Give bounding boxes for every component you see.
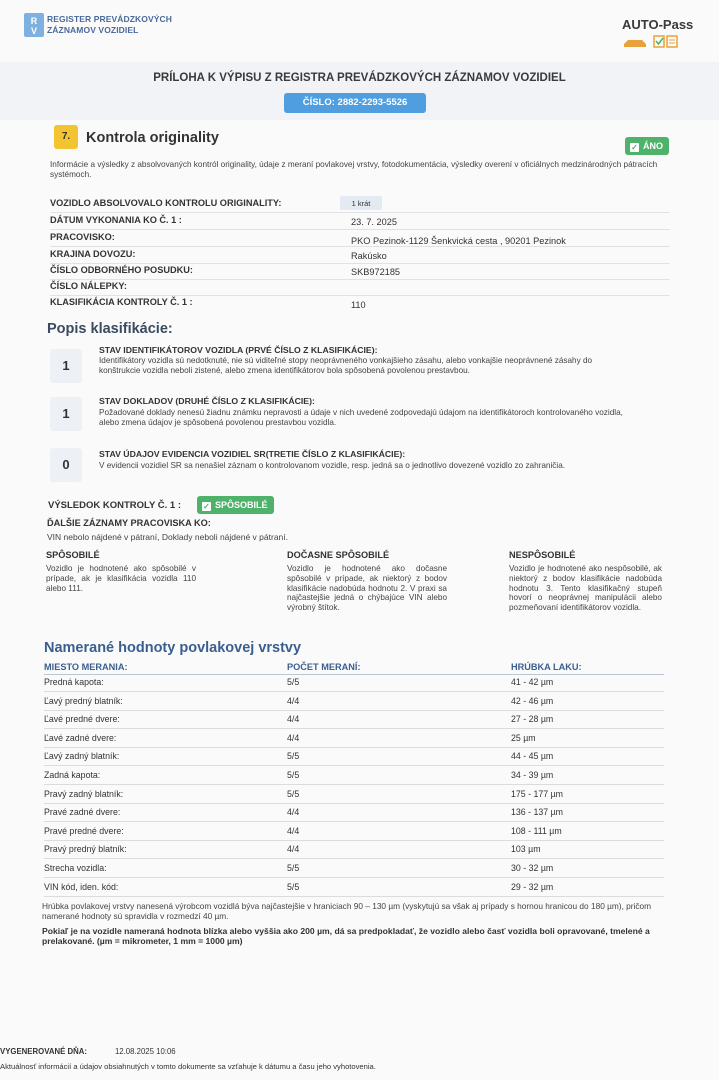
divider [44,710,664,711]
divider [50,295,670,296]
legend-title: DOČASNE SPÔSOBILÉ [287,550,390,560]
detail-label: PRACOVISKO: [50,232,115,242]
divider [44,896,664,897]
car-icon [624,40,646,47]
detail-label: ČÍSLO NÁLEPKY: [50,281,127,291]
other-records-text: VIN nebolo nájdené v pátraní, Doklady neboli nájdené v pátraní. [47,532,288,542]
autopass-icons [622,34,682,50]
detail-value: Rakúsko [351,251,387,261]
classification-digit: 1 [50,397,82,431]
measure-place: Strecha vozidla: [44,863,107,873]
classification-text: V evidencii vozidiel SR sa nenašiel záznam o kontrolovanom vozidle, resp. jedná sa o jednotlivo dovezené vozidlo zo zahraničia. [99,461,566,470]
legend-title: NESPÔSOBILÉ [509,550,576,560]
check-icon: ✓ [203,502,210,511]
measure-thickness: 29 - 32 µm [511,881,554,892]
divider [44,747,664,748]
autopass-logo: AUTO-Pass [622,17,694,32]
document-title: PRÍLOHA K VÝPISU Z REGISTRA PREVÁDZKOVÝCH ZÁZNAMOV VOZIDIEL [153,72,566,84]
detail-label: DÁTUM VYKONANIA KO Č. 1 : [50,215,182,225]
other-records-title: ĎALŠIE ZÁZNAMY PRACOVISKA KO: [47,518,211,528]
measure-thickness: 25 µm [511,732,536,743]
divider [44,784,664,785]
coating-note: Hrúbka povlakovej vrstvy nanesená výrobcom vozidlá býva najčastejšie v hraniciach 90 – 130 µm (vyskytujú sa však aj prípady s hornou hranicou do 180 µm), pričom namerané hodnoty sú spravidla v rozmedzí 40 µm. [42,901,652,921]
measure-thickness: 27 - 28 µm [511,714,554,725]
measure-place: Pravé zadné dvere: [44,807,121,818]
divider [50,246,670,247]
actuality-note: Aktuálnosť informácií a údajov obsiahnutých v tomto dokumente sa vzťahuje k dátumu a času jeho vyhotovenia. [0,1062,376,1071]
divider [50,212,670,213]
measure-thickness: 136 - 137 µm [511,807,564,818]
detail-value: SKB972185 [351,267,401,277]
status-badge-label: ÁNO [643,141,663,151]
measure-count: 4/4 [287,807,300,818]
measure-count: 4/4 [287,714,300,725]
register-logo-text [47,14,172,36]
measure-count: 4/4 [287,825,300,836]
generated-value: 12.08.2025 10:06 [114,1047,176,1056]
coating-heading: Namerané hodnoty povlakovej vrstvy [44,640,302,656]
register-logo-icon [24,13,44,37]
check-icon: ✓ [631,143,638,152]
measure-place: Pravý zadný blatník: [44,788,124,799]
divider [50,263,670,264]
col-header-thickness: HRÚBKA LAKU: [511,662,582,672]
col-header-count: POČET MERANÍ: [287,662,361,672]
classification-text: Identifikátory vozidla sú nedotknuté, nie sú viditeľné stopy neoprávneného vonkajšieho zásahu, alebo vonkajšie neoprávnené zásahy do konštrukcie vozidla neboli zistené, alebo zmena identifikátorov bola spôsobená povolenou prestavbou. [99,356,593,375]
measure-place: Ľavé predné dvere: [44,714,120,725]
measure-count: 4/4 [287,844,300,855]
classification-digit: 0 [50,448,82,482]
detail-value: PKO Pezinok-1129 Šenkvická cesta , 90201 Pezinok [351,236,566,246]
status-badge [625,137,669,155]
divider [44,877,664,878]
detail-label: ČÍSLO ODBORNÉHO POSUDKU: [50,265,193,275]
section-number: 7. [54,125,78,149]
measure-thickness: 34 - 39 µm [511,770,554,780]
classification-heading: Popis klasifikácie: [47,321,173,337]
result-label: VÝSLEDOK KONTROLY Č. 1 : [48,500,182,511]
measure-place: Pravý predný blatník: [44,844,127,855]
detail-value: 110 [351,300,366,310]
legend-title: SPÔSOBILÉ [46,550,100,560]
measure-place: Ľavé zadné dvere: [44,732,117,743]
measure-thickness: 175 - 177 µm [511,788,564,799]
legend-text: Vozidlo je hodnotené ako nespôsobilé, ak niektorý z bodov klasifikácie nadobúda hodnotu 3. Tento klasifikačný stupeň hovorí o neoprávnej manipulácii alebo pozmeňovaní identifikátorov vozidla. [509,564,662,613]
legend-text: Vozidlo je hodnotené ako dočasne spôsobilé v prípade, ak niektorý z bodov klasifikácie nadobúda hodnotu 2. V praxi sa najčastejšie jedná o chýbajúce VIN alebo výrobný štítok. [287,564,447,613]
measure-count: 5/5 [287,881,300,892]
measure-place: Predná kapota: [44,677,104,687]
detail-value: 1 krát [351,199,371,208]
classification-text: Požadované doklady nenesú žiadnu známku nepravosti a údaje v nich uvedené zodpovedajú údajom na identifikátoroch kontrolovaného vozidla, alebo zmena údajov je spôsobená povolenou prestavbou vozidla. [99,408,623,427]
detail-label: VOZIDLO ABSOLVOVALO KONTROLU ORIGINALITY: [50,198,282,208]
brand-line-2: ZÁZNAMOV VOZIDIEL [47,25,139,35]
measure-count: 5/5 [287,863,300,873]
classification-digit: 1 [50,349,82,383]
measure-place: VIN kód, iden. kód: [44,881,119,892]
measure-thickness: 103 µm [511,844,541,855]
brand-line-1: REGISTER PREVÁDZKOVÝCH [47,14,172,24]
classification-title: STAV DOKLADOV (DRUHÉ ČÍSLO Z KLASIFIKÁCIE): [99,396,315,406]
measure-thickness: 44 - 45 µm [511,751,554,762]
classification-title: STAV ÚDAJOV EVIDENCIA VOZIDIEL SR(TRETIE ČÍSLO Z KLASIFIKÁCIE): [99,449,406,459]
generated-info [0,1047,176,1056]
measure-place: Zadná kapota: [44,770,101,780]
svg-text:R: R [30,16,38,26]
measure-count: 5/5 [287,770,300,780]
divider [44,674,664,675]
detail-label: KLASIFIKÁCIA KONTROLY Č. 1 : [50,297,193,307]
divider [44,821,664,822]
measure-place: Ľavý predný blatník: [44,695,123,706]
section-title: Kontrola originality [86,130,219,146]
measure-count: 5/5 [287,677,300,687]
divider [44,840,664,841]
document-icon [667,36,677,47]
measure-count: 4/4 [287,732,300,743]
measure-thickness: 42 - 46 µm [511,695,554,706]
divider [44,858,664,859]
result-badge [197,496,274,514]
measure-count: 5/5 [287,751,300,762]
detail-label: KRAJINA DOVOZU: [50,249,136,259]
measure-thickness: 41 - 42 µm [511,677,554,687]
divider [44,691,664,692]
divider [50,279,670,280]
svg-text:V: V [30,26,38,36]
detail-value: 23. 7. 2025 [351,217,397,227]
result-badge-label: SPÔSOBILÉ [215,500,268,510]
classification-title: STAV IDENTIFIKÁTOROV VOZIDLA (PRVÉ ČÍSLO Z KLASIFIKÁCIE): [99,345,378,355]
col-header-place: MIESTO MERANIA: [44,662,128,672]
measure-place: Pravé predné dvere: [44,825,124,836]
divider [44,728,664,729]
measure-count: 4/4 [287,695,300,706]
measure-thickness: 108 - 111 µm [511,825,562,836]
measure-thickness: 30 - 32 µm [511,863,554,873]
generated-label: VYGENEROVANÉ DŇA: [0,1047,87,1056]
legend-text: Vozidlo je hodnotené ako spôsobilé v prípade, ak je klasifikácia vozidla 110 alebo 111. [46,564,196,593]
divider [44,803,664,804]
measure-place: Ľavý zadný blatník: [44,751,120,762]
document-number: ČÍSLO: 2882-2293-5526 [284,93,426,113]
coating-warning: Pokiaľ je na vozidle nameraná hodnota blízka alebo vyššia ako 200 µm, dá sa predpokladať, že vozidlo alebo časť vozidla boli opravované, tmelené a prelakované. (µm = mikrometer, 1 mm = 1000 µm) [42,926,650,947]
divider [44,765,664,766]
section-intro: Informácie a výsledky z absolvovaných kontról originality, údaje z meraní povlakovej vrstvy, fotodokumentácia, výsledky overení v oficiálnych medzinárodných pátracích systémoch. [50,160,658,179]
measure-count: 5/5 [287,788,300,799]
divider [50,229,670,230]
